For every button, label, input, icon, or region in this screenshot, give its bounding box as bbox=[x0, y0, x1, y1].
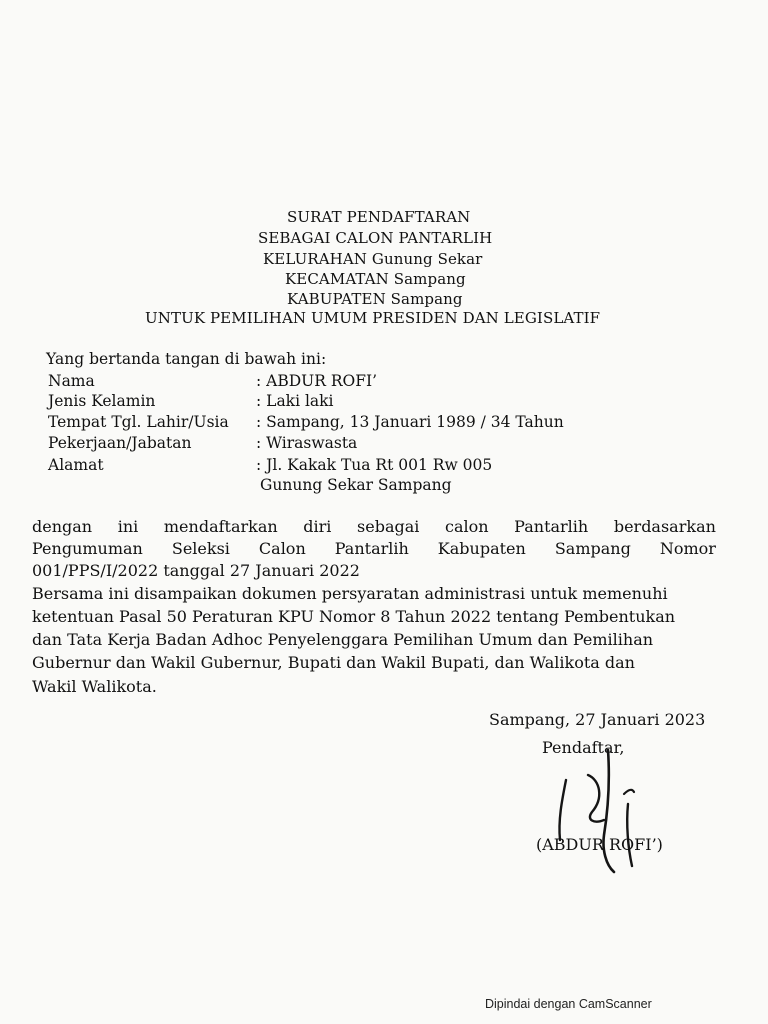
body-line: ketentuan Pasal 50 Peraturan KPU Nomor 8 Tahun 2022 tentang Pembentukan bbox=[32, 607, 676, 626]
body-line: Bersama ini disampaikan dokumen persyaratan administrasi untuk memenuhi bbox=[32, 584, 668, 603]
header-kecamatan: KECAMATAN Sampang bbox=[285, 270, 466, 288]
signer-name: (ABDUR ROFI’) bbox=[536, 835, 663, 854]
word: dengan bbox=[32, 517, 93, 536]
identity-intro: Yang bertanda tangan di bawah ini: bbox=[46, 350, 327, 368]
word: Pantarlih bbox=[334, 539, 409, 558]
body-line: Wakil Walikota. bbox=[32, 677, 157, 696]
word: Nomor bbox=[659, 539, 716, 558]
word: calon bbox=[445, 517, 489, 536]
field-label: Pekerjaan/Jabatan bbox=[48, 434, 192, 452]
field-label: Jenis Kelamin bbox=[48, 392, 156, 410]
header-subtitle: SEBAGAI CALON PANTARLIH bbox=[258, 229, 493, 247]
field-label: Tempat Tgl. Lahir/Usia bbox=[48, 413, 229, 431]
body-line: 001/PPS/I/2022 tanggal 27 Januari 2022 bbox=[32, 561, 360, 580]
field-value: : Jl. Kakak Tua Rt 001 Rw 005 bbox=[256, 456, 493, 474]
place-date: Sampang, 27 Januari 2023 bbox=[489, 710, 706, 729]
word: ini bbox=[117, 517, 139, 536]
word: Seleksi bbox=[171, 539, 230, 558]
header-title: SURAT PENDAFTARAN bbox=[287, 208, 471, 226]
header-kelurahan: KELURAHAN Gunung Sekar bbox=[263, 250, 483, 268]
field-value: : Sampang, 13 Januari 1989 / 34 Tahun bbox=[256, 413, 564, 431]
header-election: UNTUK PEMILIHAN UMUM PRESIDEN DAN LEGISLATIF bbox=[145, 309, 601, 327]
word: Sampang bbox=[554, 539, 631, 558]
signer-role: Pendaftar, bbox=[542, 738, 625, 757]
header-kabupaten: KABUPATEN Sampang bbox=[287, 290, 463, 308]
field-value: : Laki laki bbox=[256, 392, 334, 410]
body-line bbox=[32, 517, 716, 536]
word: sebagai bbox=[357, 517, 420, 536]
field-label: Nama bbox=[48, 372, 95, 390]
word: Pantarlih bbox=[514, 517, 589, 536]
word: diri bbox=[303, 517, 332, 536]
handwritten-signature bbox=[548, 740, 668, 880]
word: mendaftarkan bbox=[163, 517, 278, 536]
word: berdasarkan bbox=[613, 517, 716, 536]
field-value: : Wiraswasta bbox=[256, 434, 358, 452]
word: Pengumuman bbox=[32, 539, 143, 558]
field-label: Alamat bbox=[48, 456, 104, 474]
body-line bbox=[32, 539, 716, 558]
field-value: : ABDUR ROFI’ bbox=[256, 372, 378, 390]
scanner-watermark: Dipindai dengan CamScanner bbox=[485, 997, 652, 1011]
body-line: Gubernur dan Wakil Gubernur, Bupati dan Wakil Bupati, dan Walikota dan bbox=[32, 653, 635, 672]
word: Kabupaten bbox=[437, 539, 526, 558]
body-line: dan Tata Kerja Badan Adhoc Penyelenggara Pemilihan Umum dan Pemilihan bbox=[32, 630, 654, 649]
word: Calon bbox=[258, 539, 306, 558]
address-line-2: Gunung Sekar Sampang bbox=[260, 476, 452, 494]
